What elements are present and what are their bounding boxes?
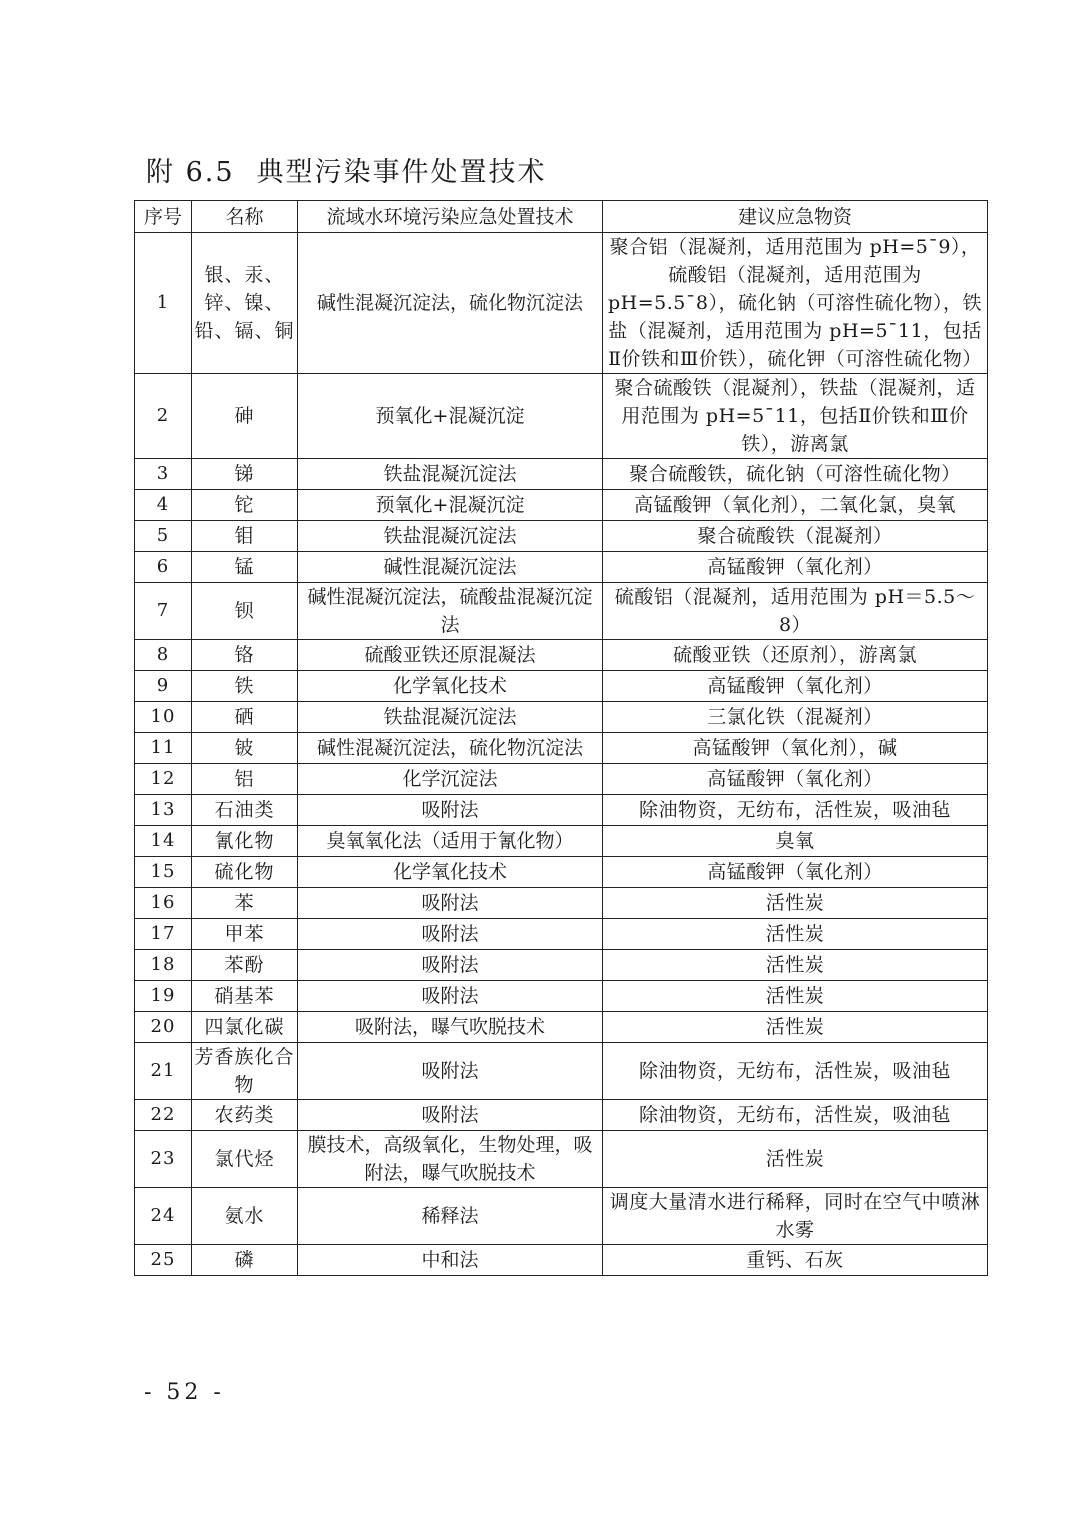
table-row <box>135 1012 988 1043</box>
treatment-technique: 臭氧氧化法（适用于氰化物） <box>298 826 603 857</box>
treatment-technique: 化学氧化技术 <box>298 671 603 702</box>
table-row <box>135 950 988 981</box>
table-row <box>135 490 988 521</box>
emergency-supplies: 高锰酸钾（氧化剂），碱 <box>603 733 988 764</box>
pollutant-name: 芳香族化合物 <box>192 1043 298 1100</box>
emergency-supplies: 聚合硫酸铁（混凝剂），铁盐（混凝剂，适用范围为 pH=5¯11，包括Ⅱ价铁和Ⅲ价铁），游离氯 <box>603 374 988 459</box>
row-number: 5 <box>135 521 192 552</box>
header-name: 名称 <box>192 201 298 233</box>
treatment-table <box>134 200 988 1276</box>
header-technique: 流域水环境污染应急处置技术 <box>298 201 603 233</box>
appendix-number: 附 6.5 <box>146 157 235 188</box>
table-row <box>135 233 988 374</box>
emergency-supplies: 除油物资，无纺布，活性炭，吸油毡 <box>603 795 988 826</box>
treatment-technique: 铁盐混凝沉淀法 <box>298 702 603 733</box>
pollutant-name: 铍 <box>192 733 298 764</box>
table-row <box>135 733 988 764</box>
row-number: 15 <box>135 857 192 888</box>
row-number: 17 <box>135 919 192 950</box>
treatment-technique: 硫酸亚铁还原混凝法 <box>298 640 603 671</box>
treatment-technique: 吸附法 <box>298 1100 603 1131</box>
treatment-technique: 吸附法，曝气吹脱技术 <box>298 1012 603 1043</box>
pollutant-name: 锰 <box>192 552 298 583</box>
table-row <box>135 1043 988 1100</box>
emergency-supplies: 重钙、石灰 <box>603 1245 988 1276</box>
row-number: 4 <box>135 490 192 521</box>
treatment-technique: 吸附法 <box>298 981 603 1012</box>
pollutant-name: 石油类 <box>192 795 298 826</box>
emergency-supplies: 高锰酸钾（氧化剂） <box>603 671 988 702</box>
pollutant-name: 银、汞、锌、镍、铅、镉、铜 <box>192 233 298 374</box>
pollutant-name: 苯 <box>192 888 298 919</box>
treatment-technique: 化学沉淀法 <box>298 764 603 795</box>
table-row <box>135 640 988 671</box>
treatment-technique: 铁盐混凝沉淀法 <box>298 521 603 552</box>
row-number: 20 <box>135 1012 192 1043</box>
row-number: 3 <box>135 459 192 490</box>
pollutant-name: 铝 <box>192 764 298 795</box>
treatment-technique: 铁盐混凝沉淀法 <box>298 459 603 490</box>
pollutant-name: 钡 <box>192 583 298 640</box>
table-row <box>135 374 988 459</box>
emergency-supplies: 高锰酸钾（氧化剂） <box>603 764 988 795</box>
header-number: 序号 <box>135 201 192 233</box>
emergency-supplies: 聚合硫酸铁（混凝剂） <box>603 521 988 552</box>
pollutant-name: 氨水 <box>192 1188 298 1245</box>
table-row <box>135 1100 988 1131</box>
treatment-technique: 吸附法 <box>298 795 603 826</box>
pollutant-name: 铊 <box>192 490 298 521</box>
row-number: 11 <box>135 733 192 764</box>
row-number: 14 <box>135 826 192 857</box>
table-row <box>135 826 988 857</box>
table-row <box>135 1131 988 1188</box>
table-row <box>135 521 988 552</box>
table-row <box>135 795 988 826</box>
pollutant-name: 氯代烃 <box>192 1131 298 1188</box>
emergency-supplies: 活性炭 <box>603 919 988 950</box>
row-number: 24 <box>135 1188 192 1245</box>
treatment-technique: 吸附法 <box>298 919 603 950</box>
pollutant-name: 农药类 <box>192 1100 298 1131</box>
pollutant-name: 硫化物 <box>192 857 298 888</box>
treatment-technique: 碱性混凝沉淀法，硫酸盐混凝沉淀法 <box>298 583 603 640</box>
emergency-supplies: 除油物资，无纺布，活性炭，吸油毡 <box>603 1100 988 1131</box>
emergency-supplies: 硫酸铝（混凝剂，适用范围为 pH＝5.5～8） <box>603 583 988 640</box>
emergency-supplies: 除油物资，无纺布，活性炭，吸油毡 <box>603 1043 988 1100</box>
pollutant-name: 硒 <box>192 702 298 733</box>
treatment-technique: 碱性混凝沉淀法 <box>298 552 603 583</box>
treatment-technique: 碱性混凝沉淀法，硫化物沉淀法 <box>298 733 603 764</box>
emergency-supplies: 三氯化铁（混凝剂） <box>603 702 988 733</box>
treatment-technique: 吸附法 <box>298 1043 603 1100</box>
emergency-supplies: 臭氧 <box>603 826 988 857</box>
row-number: 13 <box>135 795 192 826</box>
pollutant-name: 甲苯 <box>192 919 298 950</box>
emergency-supplies: 活性炭 <box>603 981 988 1012</box>
title-text: 典型污染事件处置技术 <box>256 157 547 188</box>
treatment-technique: 碱性混凝沉淀法，硫化物沉淀法 <box>298 233 603 374</box>
pollutant-name: 磷 <box>192 1245 298 1276</box>
pollutant-name: 硝基苯 <box>192 981 298 1012</box>
table-row <box>135 981 988 1012</box>
row-number: 23 <box>135 1131 192 1188</box>
pollutant-name: 锑 <box>192 459 298 490</box>
table-row <box>135 1245 988 1276</box>
emergency-supplies: 高锰酸钾（氧化剂） <box>603 552 988 583</box>
emergency-supplies: 调度大量清水进行稀释，同时在空气中喷淋水雾 <box>603 1188 988 1245</box>
emergency-supplies: 聚合硫酸铁，硫化钠（可溶性硫化物） <box>603 459 988 490</box>
emergency-supplies: 活性炭 <box>603 1012 988 1043</box>
row-number: 18 <box>135 950 192 981</box>
treatment-technique: 膜技术，高级氧化，生物处理，吸附法，曝气吹脱技术 <box>298 1131 603 1188</box>
treatment-technique: 稀释法 <box>298 1188 603 1245</box>
pollutant-name: 砷 <box>192 374 298 459</box>
pollutant-name: 四氯化碳 <box>192 1012 298 1043</box>
treatment-technique: 中和法 <box>298 1245 603 1276</box>
row-number: 7 <box>135 583 192 640</box>
table-body <box>135 233 988 1276</box>
row-number: 1 <box>135 233 192 374</box>
table-row <box>135 702 988 733</box>
emergency-supplies: 聚合铝（混凝剂，适用范围为 pH=5¯9），硫酸铝（混凝剂，适用范围为 pH=5.5¯8），硫化钠（可溶性硫化物），铁盐（混凝剂，适用范围为 pH=5¯11，包括Ⅱ价铁和Ⅲ价铁），硫化钾（可溶性硫化物） <box>603 233 988 374</box>
treatment-technique: 吸附法 <box>298 950 603 981</box>
row-number: 2 <box>135 374 192 459</box>
row-number: 25 <box>135 1245 192 1276</box>
treatment-technique: 预氧化+混凝沉淀 <box>298 374 603 459</box>
row-number: 22 <box>135 1100 192 1131</box>
row-number: 19 <box>135 981 192 1012</box>
row-number: 9 <box>135 671 192 702</box>
treatment-technique: 吸附法 <box>298 888 603 919</box>
pollutant-name: 钼 <box>192 521 298 552</box>
emergency-supplies: 活性炭 <box>603 950 988 981</box>
emergency-supplies: 活性炭 <box>603 888 988 919</box>
emergency-supplies: 硫酸亚铁（还原剂），游离氯 <box>603 640 988 671</box>
pollutant-name: 铬 <box>192 640 298 671</box>
row-number: 8 <box>135 640 192 671</box>
row-number: 6 <box>135 552 192 583</box>
row-number: 12 <box>135 764 192 795</box>
emergency-supplies: 高锰酸钾（氧化剂），二氧化氯，臭氧 <box>603 490 988 521</box>
page-title <box>146 150 547 189</box>
table-row <box>135 552 988 583</box>
treatment-technique: 化学氧化技术 <box>298 857 603 888</box>
pollutant-name: 氰化物 <box>192 826 298 857</box>
table-row <box>135 919 988 950</box>
row-number: 21 <box>135 1043 192 1100</box>
emergency-supplies: 活性炭 <box>603 1131 988 1188</box>
table-row <box>135 1188 988 1245</box>
table-row <box>135 764 988 795</box>
row-number: 10 <box>135 702 192 733</box>
table-row <box>135 671 988 702</box>
table-row <box>135 459 988 490</box>
table-row <box>135 857 988 888</box>
page-number: - 52 - <box>144 1380 225 1405</box>
table-row <box>135 888 988 919</box>
pollutant-name: 苯酚 <box>192 950 298 981</box>
emergency-supplies: 高锰酸钾（氧化剂） <box>603 857 988 888</box>
table-row <box>135 583 988 640</box>
row-number: 16 <box>135 888 192 919</box>
pollutant-name: 铁 <box>192 671 298 702</box>
treatment-technique: 预氧化+混凝沉淀 <box>298 490 603 521</box>
table-header-row <box>135 201 988 233</box>
header-supplies: 建议应急物资 <box>603 201 988 233</box>
